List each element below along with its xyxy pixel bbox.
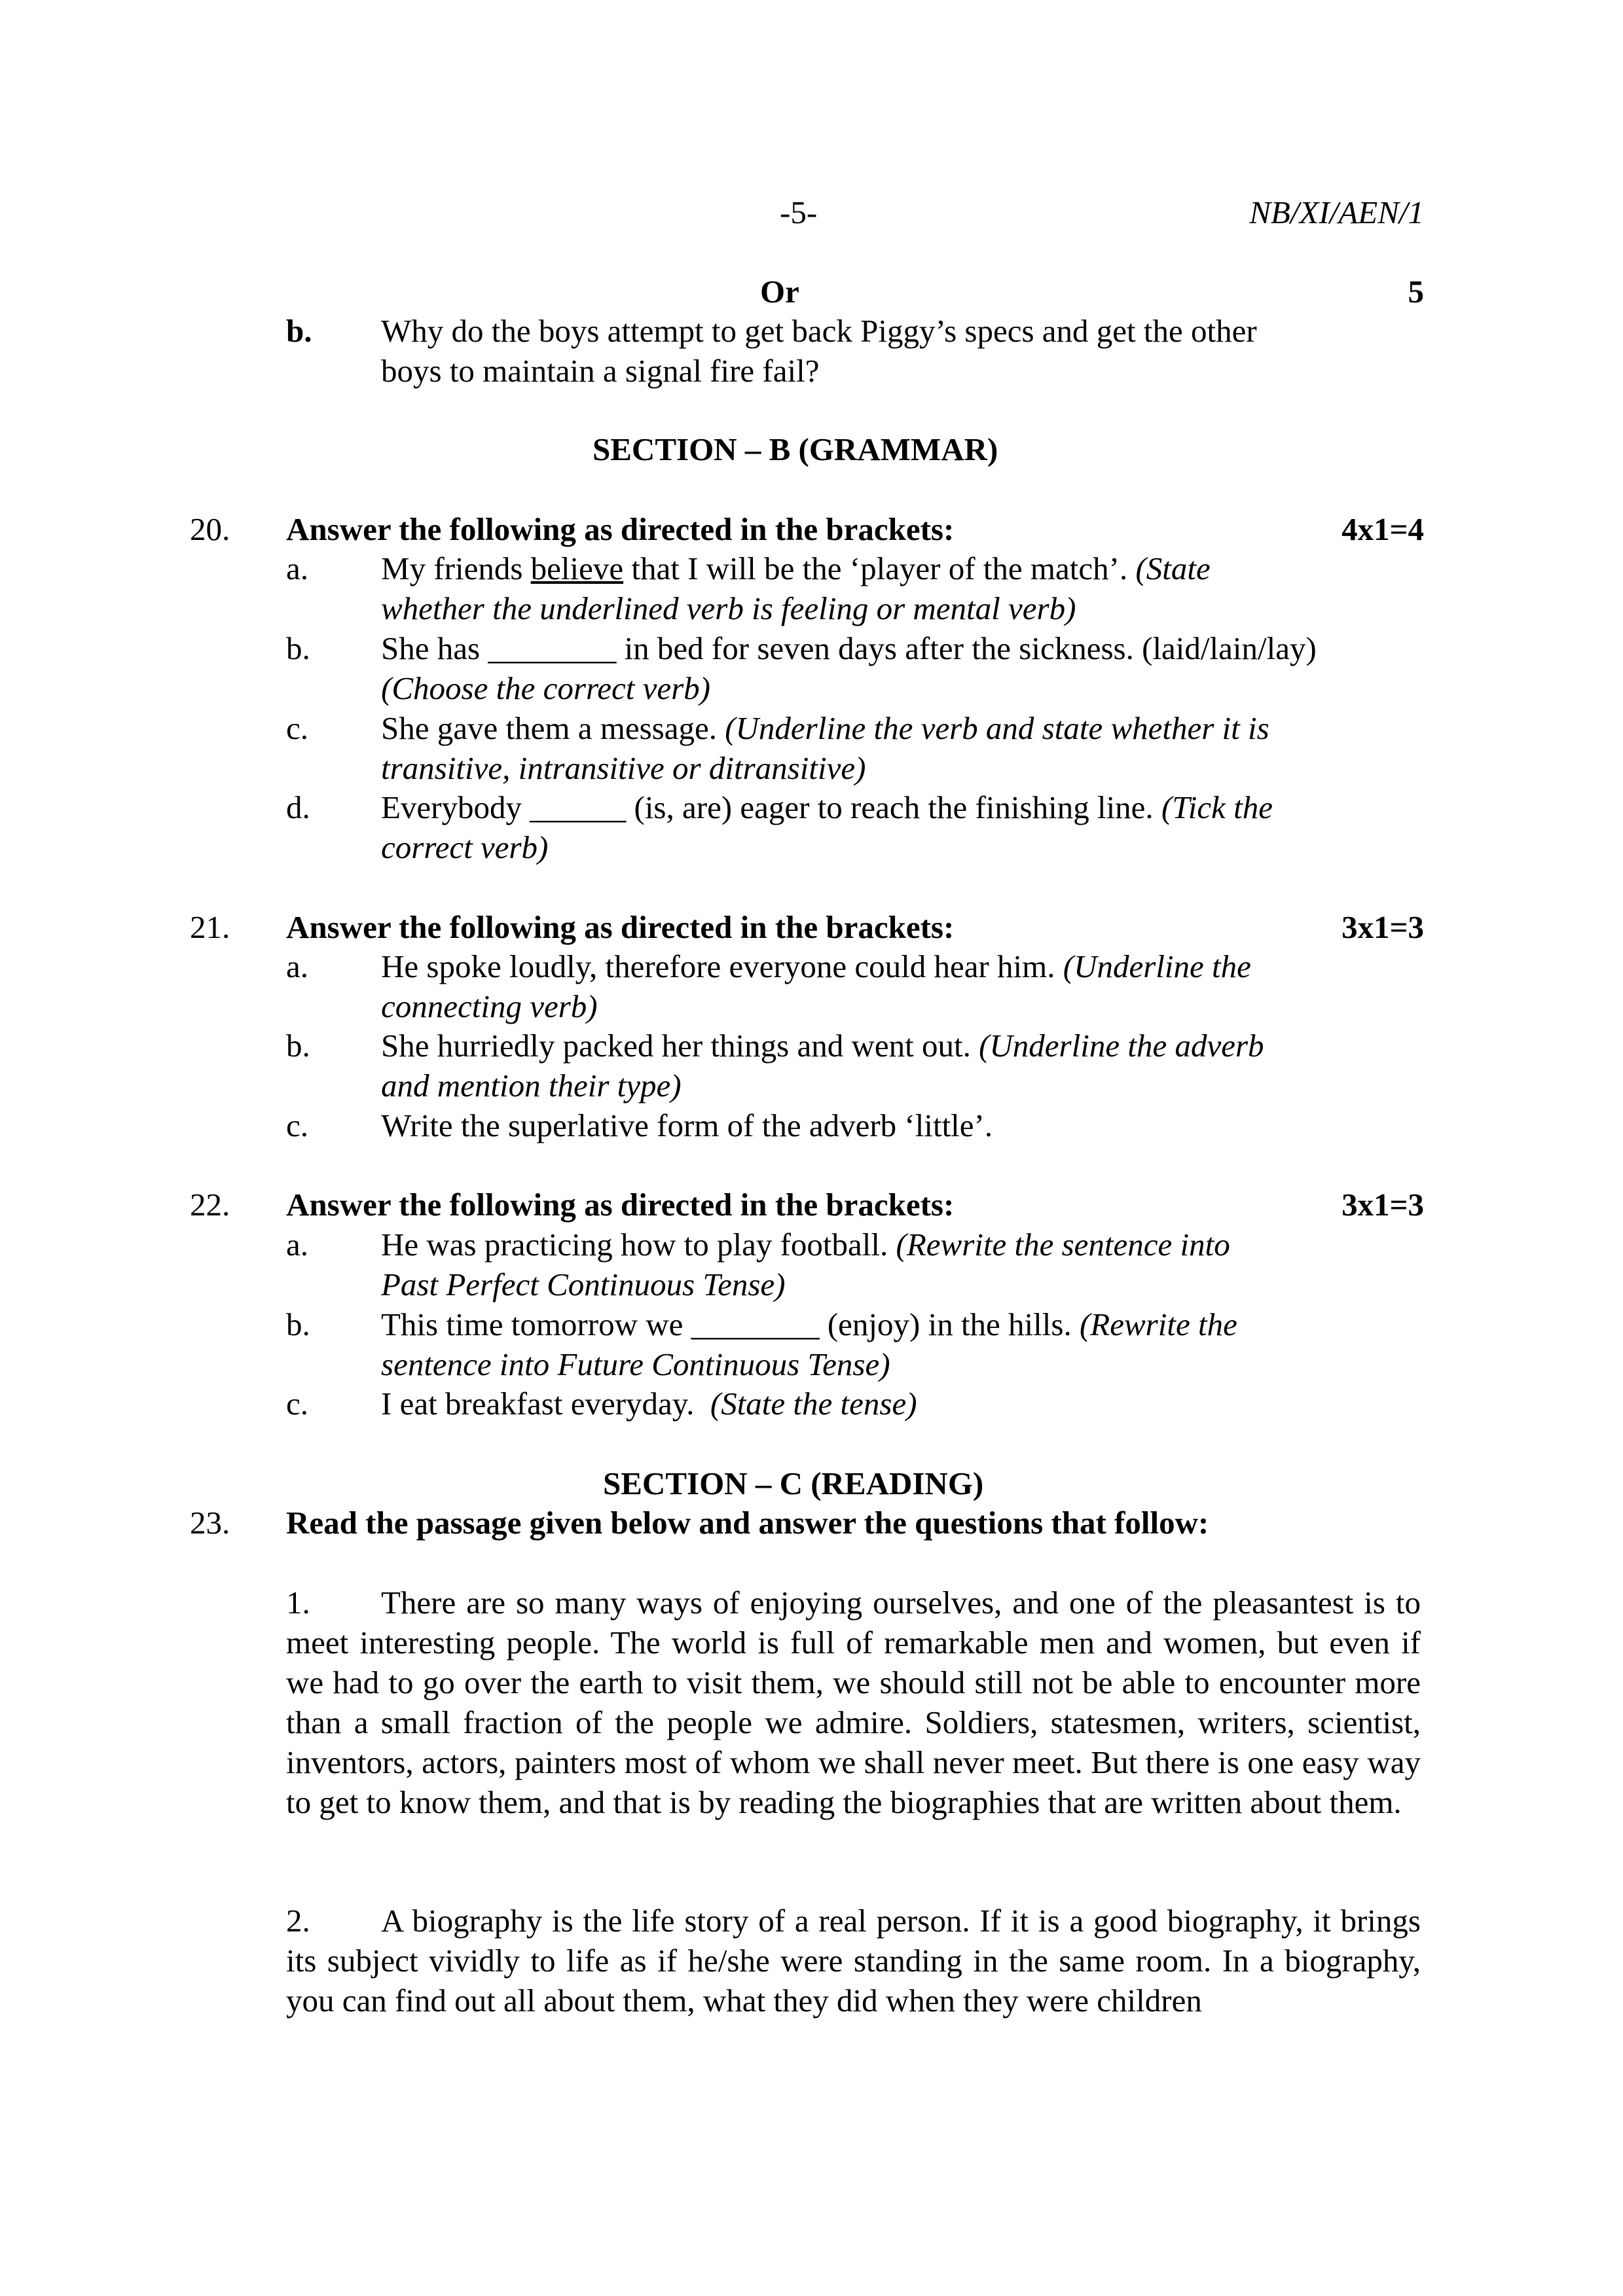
q22c-sentence: I eat breakfast everyday. — [381, 1386, 710, 1422]
q20d-instruction: (Tick the — [1161, 789, 1273, 825]
q21b-letter: b. — [286, 1028, 310, 1064]
q22a-text — [381, 1225, 1230, 1265]
q22c-letter: c. — [286, 1386, 308, 1422]
q20-marks: 4x1=4 — [1341, 511, 1424, 547]
q19b-text-line2: boys to maintain a signal fire fail? — [381, 353, 820, 389]
q20-number: 20. — [190, 511, 230, 547]
q21b-sentence: She hurriedly packed her things and went out. — [381, 1028, 979, 1064]
q20a-text — [381, 548, 1211, 588]
q23-number: 23. — [190, 1505, 230, 1541]
q20a-instruction-line2: whether the underlined verb is feeling or mental verb) — [381, 590, 1076, 626]
q21b-text — [381, 1026, 1264, 1066]
q21c-text: Write the superlative form of the adverb ‘little’. — [381, 1107, 993, 1143]
q20a-instruction: (State — [1135, 550, 1211, 586]
q21b-instruction: (Underline the adverb — [979, 1028, 1264, 1064]
q22b-text — [381, 1304, 1237, 1344]
q21b-instruction-line2: and mention their type) — [381, 1067, 682, 1103]
q22c-text — [381, 1384, 917, 1424]
q21c-letter: c. — [286, 1107, 308, 1143]
q19b-letter: b. — [286, 313, 312, 349]
passage-paragraph-1 — [286, 1583, 1421, 1822]
q22a-instruction-line2: Past Perfect Continuous Tense) — [381, 1266, 786, 1302]
q20c-sentence: She gave them a message. — [381, 710, 725, 746]
q21a-instruction-line2: connecting verb) — [381, 988, 598, 1024]
q20a-underlined-verb: believe — [530, 550, 624, 586]
q22b-instruction-line2: sentence into Future Continuous Tense) — [381, 1346, 890, 1382]
q22a-instruction: (Rewrite the sentence into — [896, 1227, 1230, 1263]
q22a-letter: a. — [286, 1227, 308, 1263]
q21a-instruction: (Underline the — [1063, 948, 1251, 984]
q22b-letter: b. — [286, 1306, 310, 1342]
q22b-instruction: (Rewrite the — [1079, 1306, 1237, 1342]
q20d-sentence: Everybody ______ (is, are) eager to reach the finishing line. — [381, 789, 1161, 825]
q20b-instruction: (Choose the correct verb) — [381, 670, 710, 706]
q21a-sentence: He spoke loudly, therefore everyone could hear him. — [381, 948, 1063, 984]
q20b-text: She has ________ in bed for seven days after the sickness. (laid/lain/lay) — [381, 630, 1317, 666]
q22-number: 22. — [190, 1187, 230, 1223]
paragraph-1-text: There are so many ways of enjoying ourselves, and one of the pleasantest is to meet interesting people. The world is full of remarkable men and women, but even if we had to go over the earth to visit them, we should still not be able to encounter more than a small fraction of the people we admire. Soldiers, statesmen, writers, scientist, inventors, actors, painters most of whom we shall never meet. But there is one easy way to get to know them, and that is by reading the biographies that are written about them. — [286, 1585, 1421, 1820]
q21-number: 21. — [190, 909, 230, 945]
q23-heading: Read the passage given below and answer the questions that follow: — [286, 1505, 1209, 1541]
q22-heading: Answer the following as directed in the brackets: — [286, 1187, 955, 1223]
q20a-text-pre: My friends — [381, 550, 531, 586]
q20c-text — [381, 708, 1269, 748]
q21a-letter: a. — [286, 948, 308, 984]
or-label: Or — [760, 274, 799, 310]
q21a-text — [381, 946, 1251, 986]
q20-heading: Answer the following as directed in the brackets: — [286, 511, 955, 547]
q19b-text-line1: Why do the boys attempt to get back Piggy’s specs and get the other — [381, 313, 1257, 349]
q20c-instruction: (Underline the verb and state whether it is — [725, 710, 1269, 746]
q20c-letter: c. — [286, 710, 308, 746]
paragraph-2-number: 2. — [286, 1903, 310, 1939]
q19b-marks: 5 — [1408, 274, 1424, 310]
q20b-letter: b. — [286, 630, 310, 666]
paper-code: NB/XI/AEN/1 — [1249, 194, 1424, 230]
paragraph-2-text: A biography is the life story of a real person. If it is a good biography, it brings its subject vividly to life as if he/she were standing in the same room. In a biography, you can find out all about them, what they did when they were children — [286, 1903, 1421, 2018]
q20d-instruction-line2: correct verb) — [381, 829, 549, 865]
q20c-instruction-line2: transitive, intransitive or ditransitive) — [381, 750, 866, 786]
q21-marks: 3x1=3 — [1341, 909, 1424, 945]
passage-paragraph-2 — [286, 1901, 1421, 2020]
q20d-letter: d. — [286, 789, 310, 825]
q22b-sentence: This time tomorrow we ________ (enjoy) in the hills. — [381, 1306, 1080, 1342]
q20a-text-post: that I will be the ‘player of the match’. — [623, 550, 1136, 586]
paragraph-1-number: 1. — [286, 1585, 310, 1621]
q21-heading: Answer the following as directed in the brackets: — [286, 909, 955, 945]
q22a-sentence: He was practicing how to play football. — [381, 1227, 896, 1263]
q22c-instruction: (State the tense) — [710, 1386, 917, 1422]
q22-marks: 3x1=3 — [1341, 1187, 1424, 1223]
q20a-letter: a. — [286, 550, 308, 586]
page-number: -5- — [780, 194, 818, 230]
section-b-title: SECTION – B (GRAMMAR) — [593, 431, 998, 467]
q20d-text — [381, 787, 1273, 827]
section-c-title: SECTION – C (READING) — [603, 1465, 984, 1501]
